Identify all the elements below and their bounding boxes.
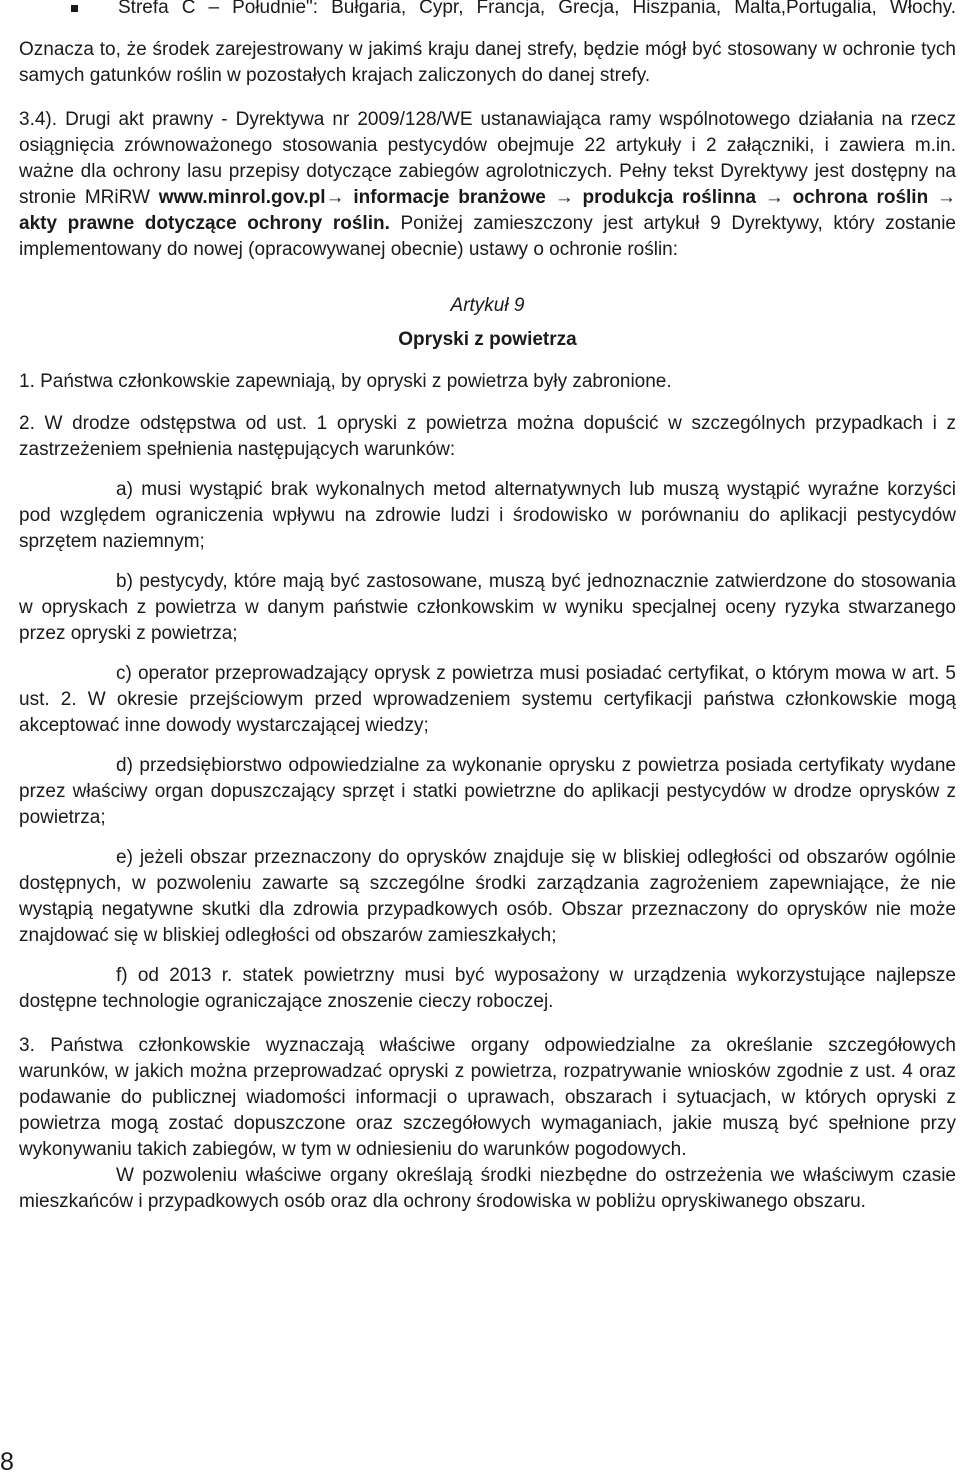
condition-a: a) musi wystąpić brak wykonalnych metod alternatywnych lub muszą wystąpić wyraźne korzyści pod względem ograniczenia wpływu na zdrowie ludzi i środowisko w porównaniu do aplikacji pestycydów sprzętem naziemnym; bbox=[19, 479, 956, 552]
section-tail: Poniżej zamieszczony jest artykuł 9 Dyrektywy, który zostanie implementowany do nowej (opracowywanej obecnie) ustawy o ochronie roślin: bbox=[19, 213, 956, 260]
article-subtitle: Opryski z powietrza bbox=[398, 329, 577, 350]
article-point-3: 3. Państwa członkowskie wyznaczają właściwe organy odpowiedzialne za określanie szczegółowych warunków, w jakich można przeprowadzać opryski z powietrza, rozpatrywanie wniosków zgodnie z ust. 4 oraz podawanie do publicznej wiadomości informacji o uprawach, obszarach i sytuacjach, w których opryski z powietrza mogą zostać dopuszczone oraz szczegółowych wymaganiach, jakie muszą być spełnione przy wykonywaniu takich zabiegów, w tym w odniesieniu do warunków pogodowych. bbox=[19, 1035, 956, 1160]
condition-c: c) operator przeprowadzający oprysk z powietrza musi posiadać certyfikat, o którym mowa w art. 5 ust. 2. W okresie przejściowym przed wprowadzeniem systemu certyfikacji państwa członkowskie mogą akceptować inne dowody wystarczającej wiedzy; bbox=[19, 663, 956, 736]
square-bullet-icon bbox=[71, 5, 78, 12]
article-point-1: 1. Państwa członkowskie zapewniają, by opryski z powietrza były zabronione. bbox=[19, 371, 672, 392]
section-paragraph bbox=[19, 107, 956, 263]
intro-paragraph: Oznacza to, że środek zarejestrowany w jakimś kraju danej strefy, będzie mógł być stosowany w ochronie tych samych gatunków roślin w pozostałych krajach zaliczonych do danej strefy. bbox=[19, 39, 956, 86]
bullet-item bbox=[19, 0, 956, 21]
bullet-text: Strefa C – Południe": Bułgaria, Cypr, Francja, Grecja, Hiszpania, Malta,Portugalia, Włochy. bbox=[118, 0, 956, 18]
condition-b: b) pestycydy, które mają być zastosowane, muszą być jednoznacznie zatwierdzone do stosowania w opryskach z powietrza w danym państwie członkowskim w wyniku specjalnej oceny ryzyka stwarzanego przez opryski z powietrza; bbox=[19, 571, 956, 644]
article-point-2: 2. W drodze odstępstwa od ust. 1 opryski z powietrza można dopuścić w szczególnych przypadkach i z zastrzeżeniem spełnienia następujących warunków: bbox=[19, 413, 956, 460]
condition-f: f) od 2013 r. statek powietrzny musi być wyposażony w urządzenia wykorzystujące najlepsze dostępne technologie ograniczające znoszenie cieczy roboczej. bbox=[19, 965, 956, 1012]
ministry-link: www.minrol.gov.pl→ informacje branżowe → produkcja roślinna → ochrona roślin → akty prawne dotyczące ochrony roślin. bbox=[19, 187, 956, 234]
article-point-4: W pozwoleniu właściwe organy określają środki niezbędne do ostrzeżenia we właściwym czasie mieszkańców i przypadkowych osób oraz dla ochrony środowiska w pobliżu opryskiwanego obszaru. bbox=[19, 1165, 956, 1212]
condition-d: d) przedsiębiorstwo odpowiedzialne za wykonanie oprysku z powietrza posiada certyfikaty wydane przez właściwy organ dopuszczający sprzęt i statki powietrzne do aplikacji pestycydów w drodze oprysków z powietrza; bbox=[19, 755, 956, 828]
article-title: Artykuł 9 bbox=[450, 295, 525, 316]
section-text: 3.4). Drugi akt prawny - Dyrektywa nr 2009/128/WE ustanawiająca ramy wspólnotowego działania na rzecz osiągnięcia zrównoważonego stosowania pestycydów obejmuje 22 artykuły i 2 załączniki, i zawiera m.in. ważne dla ochrony lasu przepisy dotyczące zabiegów agrolotniczych. Pełny tekst Dyrektywy jest dostępny na stronie MRiRW bbox=[19, 109, 956, 208]
page-number: 8 bbox=[0, 1448, 14, 1476]
document-page bbox=[19, 0, 956, 1215]
condition-e: e) jeżeli obszar przeznaczony do oprysków znajduje się w bliskiej odległości od obszarów ogólnie dostępnych, w pozwoleniu zawarte są szczególne środki zarządzania zagrożeniem zapewniające, że nie wystąpią negatywne skutki dla zdrowia przypadkowych osób. Obszar przeznaczony do oprysków nie może znajdować się w bliskiej odległości od obszarów zamieszkałych; bbox=[19, 847, 956, 946]
